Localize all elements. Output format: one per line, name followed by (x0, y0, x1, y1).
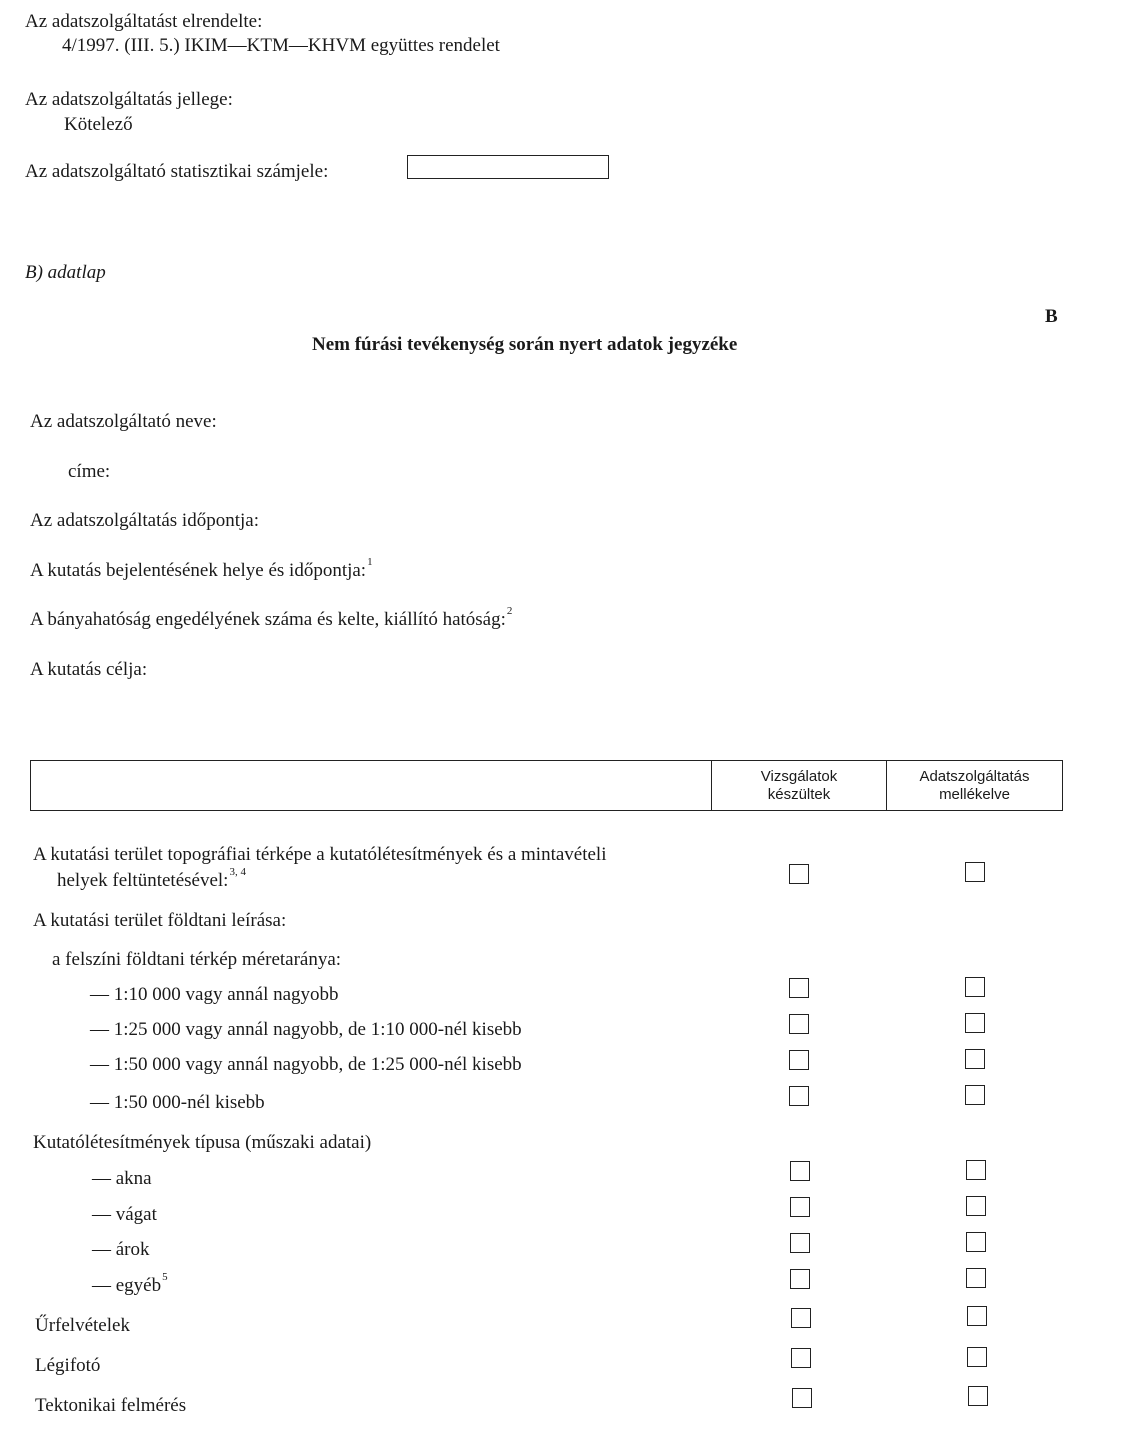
row-topo-line2: helyek feltüntetésével:$^{3, 4}$ (57, 866, 246, 891)
notification-label: A kutatás bejelentésének helye és időpontja:$^1$ (30, 556, 373, 581)
checkbox-tectonic-attached[interactable] (968, 1386, 988, 1406)
row-type-vagat: — vágat (92, 1204, 157, 1225)
checkbox-scale-3-attached[interactable] (965, 1049, 985, 1069)
checkbox-vagat-tests[interactable] (790, 1197, 810, 1217)
row-satellite: Űrfelvételek (35, 1315, 130, 1336)
column-header-tests: Vizsgálatok készültek (711, 761, 886, 810)
checkbox-scale-1-attached[interactable] (965, 977, 985, 997)
checkbox-tectonic-tests[interactable] (792, 1388, 812, 1408)
checkbox-scale-1-tests[interactable] (789, 978, 809, 998)
checkbox-scale-4-tests[interactable] (789, 1086, 809, 1106)
checkbox-arok-attached[interactable] (966, 1232, 986, 1252)
checkbox-akna-attached[interactable] (966, 1160, 986, 1180)
form-title: Nem fúrási tevékenység során nyert adatok jegyzéke (312, 334, 738, 355)
nature-label: Az adatszolgáltatás jellege: (25, 89, 233, 110)
footnote-3-4: 3, 4 (229, 866, 246, 878)
checkbox-scale-2-attached[interactable] (965, 1013, 985, 1033)
checkbox-egyeb-attached[interactable] (966, 1268, 986, 1288)
corner-letter: B (1045, 306, 1058, 327)
permit-label: A bányahatóság engedélyének száma és kelte, kiállító hatóság:$^2$ (30, 605, 513, 630)
row-topo-line1: A kutatási terület topográfiai térképe a kutatólétesítmények és a mintavételi (33, 844, 607, 865)
checkbox-akna-tests[interactable] (790, 1161, 810, 1181)
checkbox-scale-2-tests[interactable] (789, 1014, 809, 1034)
row-aerial: Légifotó (35, 1355, 101, 1376)
checkbox-aerial-tests[interactable] (791, 1348, 811, 1368)
row-scale-2: — 1:25 000 vagy annál nagyobb, de 1:10 000-nél kisebb (90, 1019, 522, 1040)
table-header (30, 760, 1063, 811)
nature-value: Kötelező (64, 114, 133, 135)
row-facility-types: Kutatólétesítmények típusa (műszaki adatai) (33, 1132, 372, 1153)
footnote-5: 5 (162, 1271, 168, 1283)
checkbox-scale-4-attached[interactable] (965, 1085, 985, 1105)
row-scale-1: — 1:10 000 vagy annál nagyobb (90, 984, 339, 1005)
checkbox-arok-tests[interactable] (790, 1233, 810, 1253)
checkbox-satellite-tests[interactable] (791, 1308, 811, 1328)
row-type-egyeb: — egyéb$^5$ (92, 1271, 168, 1296)
row-tectonic: Tektonikai felmérés (35, 1395, 187, 1416)
row-geo-desc: A kutatási terület földtani leírása: (33, 910, 287, 931)
stat-id-field[interactable] (407, 155, 609, 179)
checkbox-topo-tests[interactable] (789, 864, 809, 884)
checkbox-satellite-attached[interactable] (967, 1306, 987, 1326)
row-scale-3: — 1:50 000 vagy annál nagyobb, de 1:25 000-nél kisebb (90, 1054, 522, 1075)
row-type-arok: — árok (92, 1239, 150, 1260)
row-scale-4: — 1:50 000-nél kisebb (90, 1092, 265, 1113)
checkbox-egyeb-tests[interactable] (790, 1269, 810, 1289)
ordered-by-value: 4/1997. (III. 5.) IKIM—KTM—KHVM együttes rendelet (62, 35, 500, 56)
ordered-by-label: Az adatszolgáltatást elrendelte: (25, 11, 263, 32)
section-label: B) adatlap (25, 262, 106, 283)
row-surface-map-scale: a felszíni földtani térkép méretaránya: (52, 949, 342, 970)
checkbox-topo-attached[interactable] (965, 862, 985, 882)
purpose-label: A kutatás célja: (30, 659, 148, 680)
provider-name-label: Az adatszolgáltató neve: (30, 411, 217, 432)
checkbox-vagat-attached[interactable] (966, 1196, 986, 1216)
stat-id-label: Az adatszolgáltató statisztikai számjele: (25, 161, 329, 182)
checkbox-aerial-attached[interactable] (967, 1347, 987, 1367)
footnote-1: 1 (367, 556, 373, 568)
checkbox-scale-3-tests[interactable] (789, 1050, 809, 1070)
column-header-attached: Adatszolgáltatás mellékelve (886, 761, 1062, 810)
address-label: címe: (68, 461, 111, 482)
footnote-2: 2 (506, 605, 513, 617)
date-label: Az adatszolgáltatás időpontja: (30, 510, 259, 531)
row-type-akna: — akna (92, 1168, 152, 1189)
